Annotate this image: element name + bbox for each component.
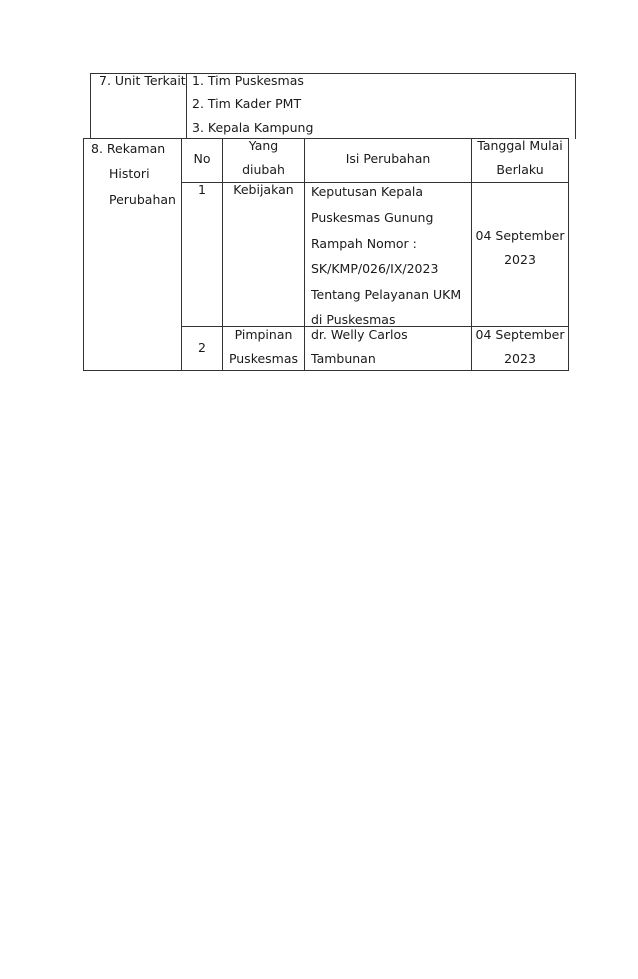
row-1-tanggal: 04 September <box>475 228 565 243</box>
header-yang-diubah: Yang <box>248 138 279 153</box>
row-2-yang-diubah: Pimpinan <box>234 327 293 342</box>
row-1-isi-line: Puskesmas Gunung <box>311 210 434 225</box>
header-yang-diubah: diubah <box>242 162 285 177</box>
row-2-tanggal: 04 September <box>475 327 565 342</box>
row-2-tanggal: 2023 <box>504 351 536 366</box>
row-1-no: 1 <box>198 182 206 197</box>
unit-terkait-item: 2. Tim Kader PMT <box>192 96 302 111</box>
row-1-yang-diubah: Kebijakan <box>233 182 294 197</box>
row-1-tanggal: 2023 <box>504 252 536 267</box>
header-tanggal-mulai: Berlaku <box>496 162 544 177</box>
row-2-isi-line: Tambunan <box>311 351 376 366</box>
row-2-isi-line: dr. Welly Carlos <box>311 327 408 342</box>
header-tanggal-mulai: Tanggal Mulai <box>477 138 563 153</box>
row-1-isi-line: di Puskesmas <box>311 312 396 327</box>
rekaman-label-line: 8. Rekaman <box>91 141 166 156</box>
unit-terkait-label: 7. Unit Terkait <box>99 73 186 88</box>
header-isi-perubahan: Isi Perubahan <box>345 151 431 166</box>
unit-terkait-item: 1. Tim Puskesmas <box>192 73 304 88</box>
header-no: No <box>193 151 211 166</box>
row-2-yang-diubah: Puskesmas <box>228 351 299 366</box>
row-1-isi-line: SK/KMP/026/IX/2023 <box>311 261 439 276</box>
rekaman-label-line: Perubahan <box>109 192 176 207</box>
row-1-isi-line: Tentang Pelayanan UKM <box>311 287 462 302</box>
row-1-isi-line: Rampah Nomor : <box>311 236 417 251</box>
row-1-isi-line: Keputusan Kepala <box>311 184 424 199</box>
row-2-no: 2 <box>198 340 206 355</box>
unit-terkait-item: 3. Kepala Kampung <box>192 120 314 135</box>
rekaman-label-line: Histori <box>109 166 150 181</box>
